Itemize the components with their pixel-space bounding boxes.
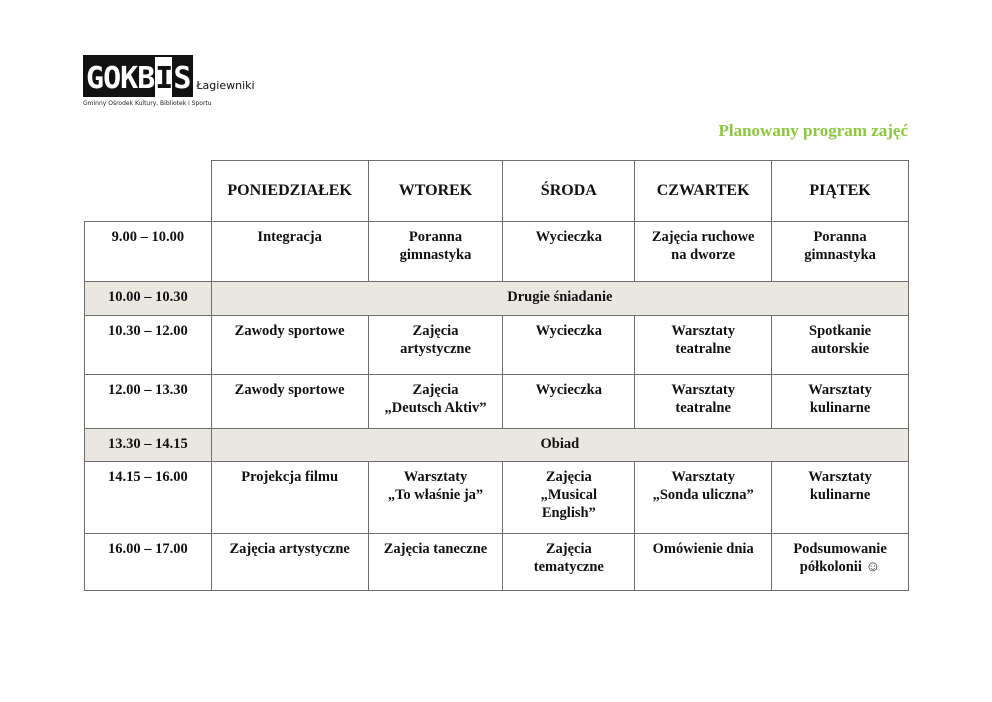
activity-cell: Zajęcia tematyczne [503,534,635,591]
corner-cell [85,161,212,222]
activity-cell: Zawody sportowe [211,375,368,429]
break-row [85,282,909,316]
activity-cell: Omówienie dnia [635,534,772,591]
time-cell: 12.00 – 13.30 [85,375,212,429]
logo-letter: O [103,61,121,96]
table-row [85,534,909,591]
activity-cell: Zajęcia artystyczne [211,534,368,591]
logo-letter: S [173,61,191,96]
activity-cell: Poranna gimnastyka [368,222,503,282]
day-header: WTOREK [368,161,503,222]
activity-cell: Warsztaty kulinarne [772,462,909,534]
break-row [85,429,909,462]
logo-letter: B [137,61,155,96]
time-cell: 9.00 – 10.00 [85,222,212,282]
table-row [85,222,909,282]
activity-cell: Wycieczka [503,375,635,429]
activity-cell: Wycieczka [503,316,635,375]
day-header: PONIEDZIAŁEK [211,161,368,222]
logo-place: Łagiewniki [196,79,255,92]
activity-cell: Warsztaty „To właśnie ja” [368,462,503,534]
activity-cell: Integracja [211,222,368,282]
activity-cell: Poranna gimnastyka [772,222,909,282]
activity-cell: Warsztaty „Sonda uliczna” [635,462,772,534]
activity-cell: Podsumowanie półkolonii ☺ [772,534,909,591]
time-cell: 16.00 – 17.00 [85,534,212,591]
page-title: Planowany program zajęć [718,121,908,140]
activity-cell: Warsztaty teatralne [635,375,772,429]
day-header: CZWARTEK [635,161,772,222]
table-row [85,375,909,429]
activity-cell: Zajęcia „Musical English” [503,462,635,534]
logo-letter: I [155,57,172,97]
day-header: PIĄTEK [772,161,909,222]
break-label: Obiad [211,429,908,462]
day-header: ŚRODA [503,161,635,222]
time-cell: 10.00 – 10.30 [85,282,212,316]
activity-cell: Projekcja filmu [211,462,368,534]
activity-cell: Warsztaty teatralne [635,316,772,375]
logo-letter: G [86,61,104,96]
table-row [85,462,909,534]
time-cell: 13.30 – 14.15 [85,429,212,462]
break-label: Drugie śniadanie [211,282,908,316]
schedule-body [85,222,909,591]
logo-mark [83,55,193,97]
time-cell: 14.15 – 16.00 [85,462,212,534]
activity-cell: Spotkanie autorskie [772,316,909,375]
logo-subtitle: Gminny Ośrodek Kultury, Bibliotek i Sportu [83,100,212,107]
activity-cell: Zajęcia „Deutsch Aktiv” [368,375,503,429]
activity-cell: Zajęcia taneczne [368,534,503,591]
activity-cell: Zawody sportowe [211,316,368,375]
table-row [85,316,909,375]
header-row [85,161,909,222]
schedule-table [84,160,909,591]
activity-cell: Zajęcia artystyczne [368,316,503,375]
logo-letter: K [120,61,138,96]
activity-cell: Warsztaty kulinarne [772,375,909,429]
logo [83,55,255,107]
activity-cell: Wycieczka [503,222,635,282]
time-cell: 10.30 – 12.00 [85,316,212,375]
activity-cell: Zajęcia ruchowe na dworze [635,222,772,282]
